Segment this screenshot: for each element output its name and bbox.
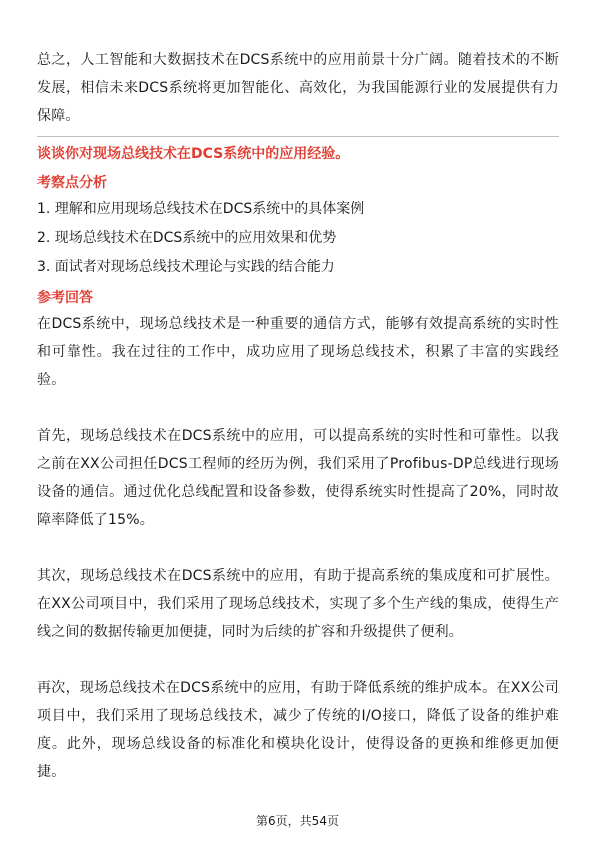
analysis-item: 2. 现场总线技术在DCS系统中的应用效果和优势	[37, 230, 337, 246]
answer-paragraph: 首先，现场总线技术在DCS系统中的应用，可以提高系统的实时性和可靠性。以我之前在XX公司担任DCS工程师的经历为例，我们采用了Profibus-DP总线进行现场设备的通信。通过优化总线配置和设备参数，使得系统实时性提高了20%，同时故障率降低了15%。	[37, 428, 559, 528]
page-number: 第6页，共54页	[256, 814, 339, 828]
section-divider	[37, 136, 559, 137]
answer-heading: 参考回答	[37, 290, 93, 306]
analysis-list	[37, 195, 559, 282]
analysis-heading: 考察点分析	[37, 175, 107, 191]
intro-paragraph: 总之，人工智能和大数据技术在DCS系统中的应用前景十分广阔。随着技术的不断发展，相信未来DCS系统将更加智能化、高效化，为我国能源行业的发展提供有力保障。	[37, 52, 559, 124]
document-page	[37, 46, 559, 786]
answer-paragraph: 在DCS系统中，现场总线技术是一种重要的通信方式，能够有效提高系统的实时性和可靠性。我在过往的工作中，成功应用了现场总线技术，积累了丰富的实践经验。	[37, 316, 559, 388]
analysis-item: 3. 面试者对现场总线技术理论与实践的结合能力	[37, 259, 335, 275]
analysis-item: 1. 理解和应用现场总线技术在DCS系统中的具体案例	[37, 201, 365, 217]
answer-paragraph: 其次，现场总线技术在DCS系统中的应用，有助于提高系统的集成度和可扩展性。在XX公司项目中，我们采用了现场总线技术，实现了多个生产线的集成，使得生产线之间的数据传输更加便捷，同时为后续的扩容和升级提供了便利。	[37, 568, 559, 640]
answer-paragraph: 再次，现场总线技术在DCS系统中的应用，有助于降低系统的维护成本。在XX公司项目中，我们采用了现场总线技术，减少了传统的I/O接口，降低了设备的维护难度。此外，现场总线设备的标准化和模块化设计，使得设备的更换和维修更加便捷。	[37, 680, 559, 780]
question-title: 谈谈你对现场总线技术在DCS系统中的应用经验。	[37, 146, 350, 162]
